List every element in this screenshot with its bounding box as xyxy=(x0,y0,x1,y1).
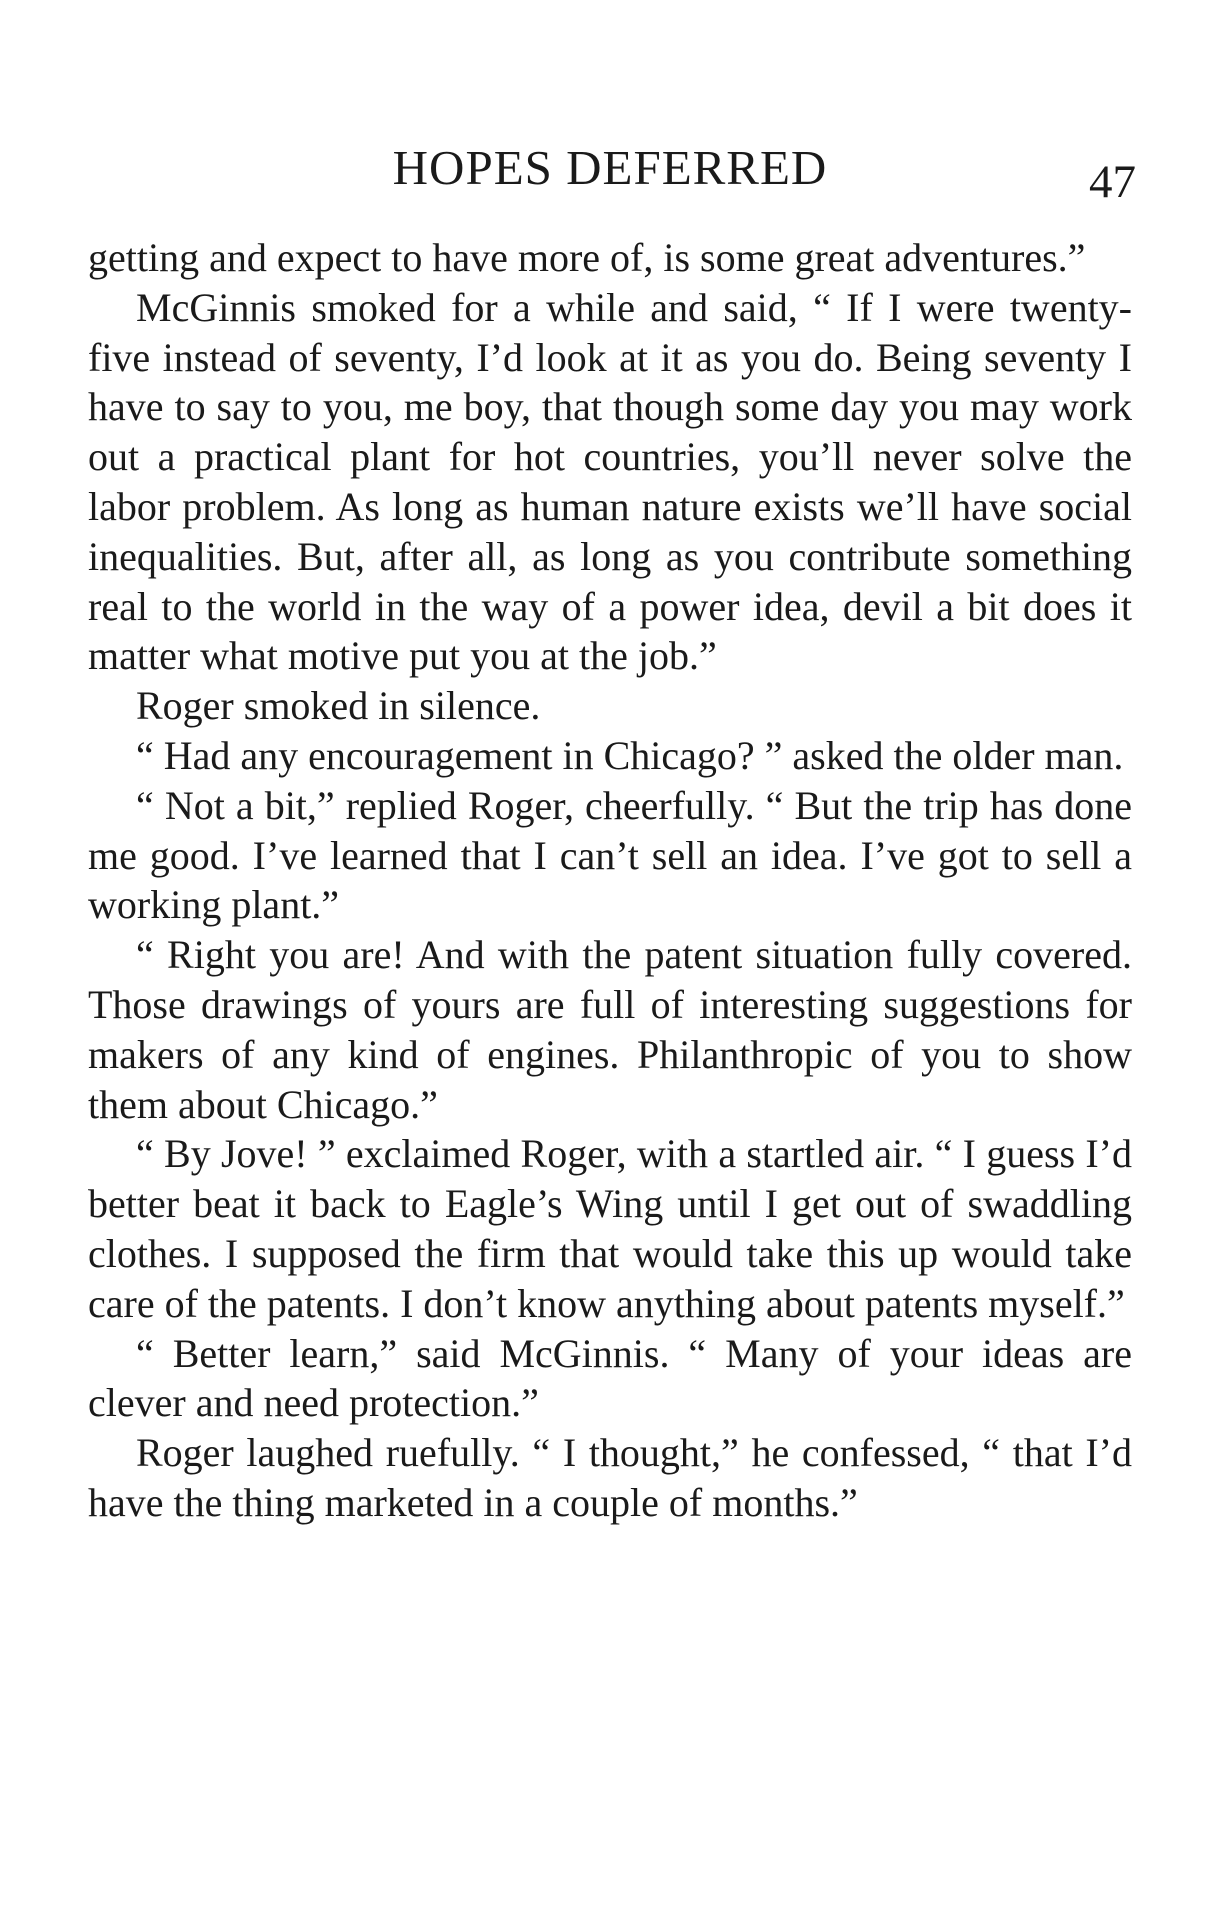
paragraph: McGinnis smoked for a while and said, “ If I were twenty-five instead of seventy, I’d look at it as you do. Being seventy I have to say to you, me boy, that though some day you may work out a practical plant for hot countries, you’ll never solve the labor problem. As long as human nature exists we’ll have social inequalities. But, after all, as long as you contribute something real to the world in the way of a power idea, devil a bit does it matter what motive put you at the job.” xyxy=(88,284,1132,679)
paragraph: “ Had any encouragement in Chicago? ” asked the older man. xyxy=(136,732,1124,778)
paragraph: Roger smoked in silence. xyxy=(136,683,541,729)
paragraph: “ Right you are! And with the patent situation fully covered. Those drawings of yours are full of interesting suggestions for makers of any kind of engines. Philanthropic of you to show them about Chicago.” xyxy=(88,932,1132,1127)
paragraph: Roger laughed ruefully. “ I thought,” he confessed, “ that I’d have the thing marketed in a couple of months.” xyxy=(88,1430,1132,1525)
page-number: 47 xyxy=(1089,156,1136,208)
body-text xyxy=(88,233,1132,1528)
paragraph: “ Not a bit,” replied Roger, cheerfully. “ But the trip has done me good. I’ve learned that I can’t sell an idea. I’ve got to sell a working plant.” xyxy=(88,782,1132,928)
paragraph: getting and expect to have more of, is some great adventures.” xyxy=(88,235,1086,280)
running-title: HOPES DEFERRED xyxy=(392,140,828,195)
paragraph: “ By Jove! ” exclaimed Roger, with a startled air. “ I guess I’d better beat it back to Eagle’s Wing until I get out of swaddling clothes. I supposed the firm that would take this up would take care of the patents. I don’t know anything about patents myself.” xyxy=(88,1131,1132,1326)
running-head xyxy=(88,138,1136,208)
paragraph: “ Better learn,” said McGinnis. “ Many of your ideas are clever and need protection.” xyxy=(88,1330,1132,1426)
